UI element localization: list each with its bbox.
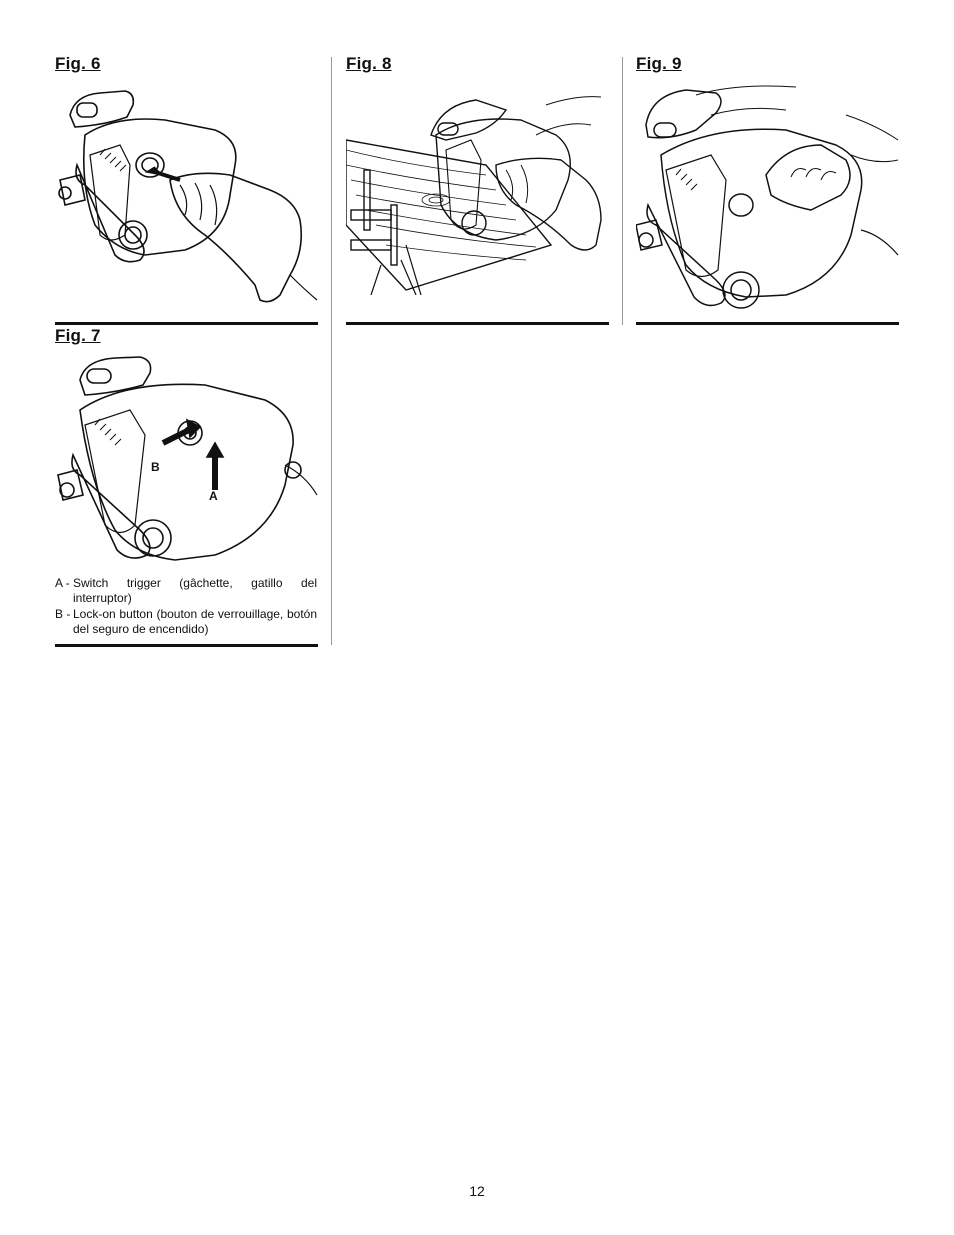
fig6-title: Fig. 6 [55,54,101,73]
fig8-title: Fig. 8 [346,54,392,73]
page-number: 12 [469,1183,485,1199]
fig7-title: Fig. 7 [55,326,101,345]
legend-key-b: B - [55,607,71,621]
fig9-bottom-rule [636,322,899,325]
column-divider-left [331,57,332,645]
belt-sander-trigger-illustration [55,355,320,570]
fig8-bottom-rule [346,322,609,325]
legend-key-a: A - [55,576,70,590]
legend-text-b: Lock-on button (bouton de verrouillage, botón del seguro de encendido) [73,607,317,636]
legend-item-a [55,576,317,606]
belt-sander-on-clamped-board-illustration [346,95,608,295]
fig7-legend [55,576,317,638]
belt-sander-two-hand-grip-illustration [636,85,900,315]
legend-item-b [55,607,317,637]
column-divider-right [622,57,623,325]
callout-a: A [209,489,218,503]
belt-sander-dust-bag-attach-illustration [55,85,320,315]
callout-b: B [151,460,160,474]
fig7-bottom-rule [55,644,318,647]
legend-text-a: Switch trigger (gâchette, gatillo del interruptor) [73,576,317,605]
fig6-bottom-rule [55,322,318,325]
fig9-title: Fig. 9 [636,54,682,73]
